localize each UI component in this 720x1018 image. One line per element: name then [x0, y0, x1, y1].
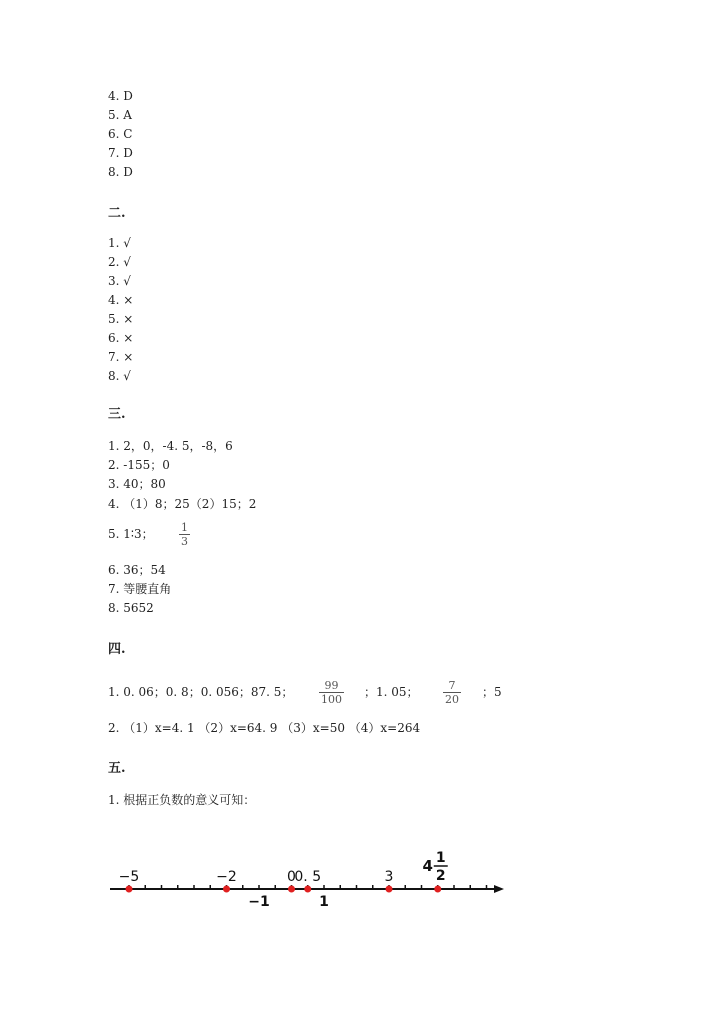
answer-line: 5. × — [108, 312, 134, 326]
fraction-denominator: 100 — [321, 693, 342, 706]
answer-line: 8. 5652 — [108, 601, 154, 615]
answer-line: 4. D — [108, 89, 133, 103]
number-point — [434, 886, 441, 893]
below-label: 1 — [319, 894, 329, 910]
number-point — [288, 886, 295, 893]
point-label: 0. 5 — [294, 869, 322, 885]
answer-text: ；1. 05； — [364, 685, 419, 699]
section-heading: 三. — [108, 407, 126, 422]
fraction-numerator: 1 — [181, 521, 188, 534]
answer-line: 2. （1）x=4. 1 （2）x=64. 9 （3）x=50 （4）x=264 — [108, 721, 421, 735]
answer-line: 5. 1∶3； — [108, 527, 154, 541]
answer-line: 1. √ — [108, 236, 131, 250]
answer-line: 4. （1）8；25（2）15；2 — [108, 497, 257, 511]
answer-line: 7. 等腰直角 — [108, 582, 172, 596]
answer-line: 7. D — [108, 146, 133, 160]
fraction-numerator: 99 — [324, 679, 339, 692]
section-heading: 四. — [108, 642, 126, 657]
answer-line: 1. 根据正负数的意义可知： — [108, 793, 256, 807]
answer-line: 5. A — [108, 108, 132, 122]
point-label: −5 — [118, 869, 140, 885]
answer-line: 6. 36；54 — [108, 563, 166, 577]
section-heading: 二. — [108, 206, 126, 221]
answer-line: 3. 40；80 — [108, 477, 166, 491]
number-point — [126, 886, 133, 893]
answer-line: 8. √ — [108, 369, 131, 383]
point-label: 0 — [287, 869, 296, 885]
answer-line: 4. × — [108, 293, 134, 307]
number-point — [223, 886, 230, 893]
answer-line: 2. -155；0 — [108, 458, 170, 472]
below-label: −1 — [248, 894, 270, 910]
number-point — [304, 886, 311, 893]
answer-line: 6. C — [108, 127, 133, 141]
answer-line: 1. 0. 06；0. 8；0. 056；87. 5； — [108, 685, 294, 699]
answer-line: 7. × — [108, 350, 134, 364]
fraction-denominator: 20 — [445, 693, 459, 706]
answer-line: 8. D — [108, 165, 133, 179]
fraction-numerator: 7 — [448, 679, 456, 692]
point-label: −2 — [216, 869, 237, 885]
answer-line: 1. 2，0，-4. 5，-8，6 — [108, 439, 233, 453]
number-point — [386, 886, 393, 893]
mixed-number-whole: 4 — [422, 857, 433, 875]
mixed-number-denominator: 2 — [435, 868, 446, 884]
fraction-denominator: 3 — [181, 535, 188, 548]
section-heading: 五. — [108, 761, 126, 776]
answer-line: 3. √ — [108, 274, 131, 288]
point-label: 3 — [384, 869, 394, 885]
answer-text: ；5 — [482, 685, 502, 699]
mixed-number-numerator: 1 — [435, 850, 446, 866]
axis-arrow — [494, 885, 504, 893]
answer-line: 6. × — [108, 331, 134, 345]
answer-line: 2. √ — [108, 255, 131, 269]
